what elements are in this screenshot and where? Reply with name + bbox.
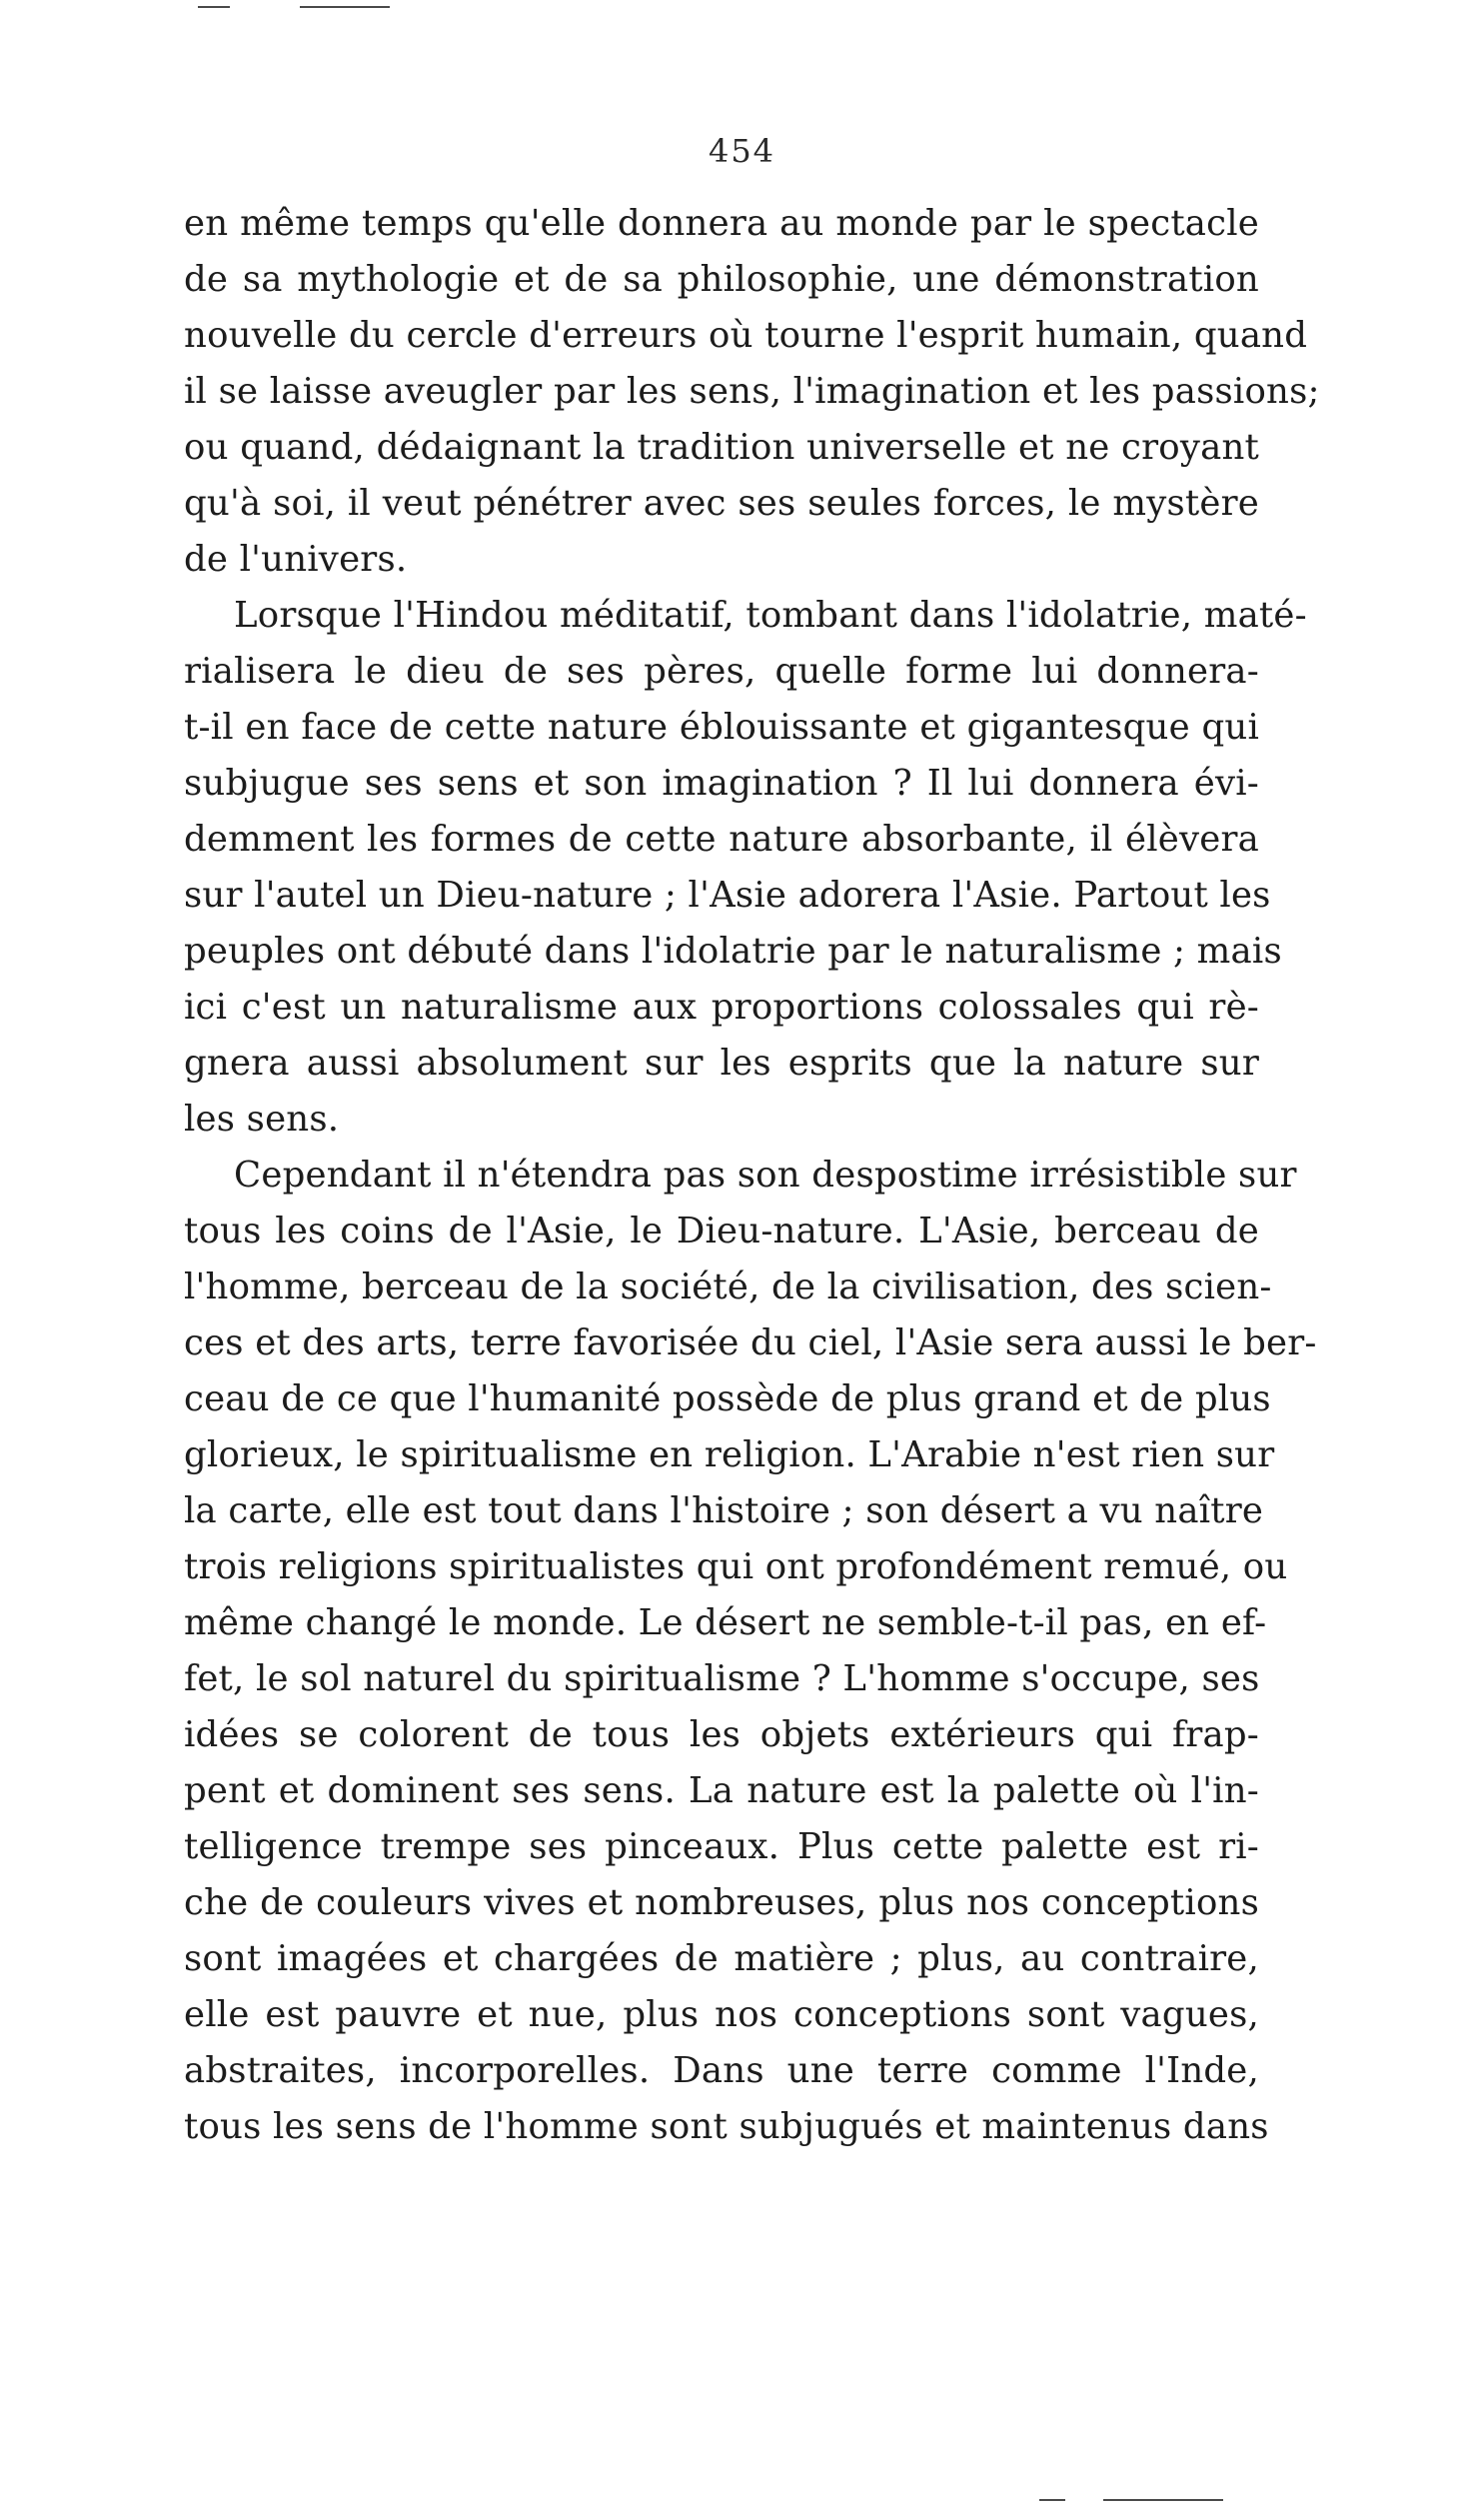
text-line: pent et dominent ses sens. La nature est la palette où l'in- — [184, 1770, 1259, 1811]
paragraph-start: Lorsque l'Hindou méditatif, tombant dans l'idolatrie, maté- — [234, 595, 1307, 636]
top-rule-short — [198, 6, 230, 8]
text-line: même changé le monde. Le désert ne semble-t-il pas, en ef- — [184, 1602, 1267, 1643]
text-line: ici c'est un naturalisme aux proportions colossales qui rè- — [184, 987, 1259, 1028]
body-text — [184, 196, 1320, 2155]
text-line: il se laisse aveugler par les sens, l'imagination et les passions; — [184, 371, 1320, 412]
text-line: ces et des arts, terre favorisée du ciel, l'Asie sera aussi le ber- — [184, 1322, 1317, 1363]
text-line: les sens. — [184, 1099, 340, 1140]
text-line: sont imagées et chargées de matière ; plus, au contraire, — [184, 1938, 1259, 1979]
text-line: ceau de ce que l'humanité possède de plus grand et de plus — [184, 1378, 1271, 1419]
text-line: trois religions spiritualistes qui ont profondément remué, ou — [184, 1546, 1288, 1587]
text-line: de sa mythologie et de sa philosophie, une démonstration — [184, 259, 1259, 300]
text-line: demment les formes de cette nature absorbante, il élèvera — [184, 819, 1259, 860]
text-line: telligence trempe ses pinceaux. Plus cette palette est ri- — [184, 1826, 1259, 1867]
text-line: tous les coins de l'Asie, le Dieu-nature. L'Asie, berceau de — [184, 1211, 1259, 1252]
bottom-rule-long — [1103, 2499, 1223, 2501]
text-line: tous les sens de l'homme sont subjugués et maintenus dans — [184, 2106, 1269, 2147]
paragraph-start: Cependant il n'étendra pas son despostime irrésistible sur — [234, 1155, 1297, 1196]
bottom-rule-short — [1039, 2499, 1065, 2501]
text-line: glorieux, le spiritualisme en religion. L'Arabie n'est rien sur — [184, 1434, 1275, 1475]
text-line: sur l'autel un Dieu-nature ; l'Asie adorera l'Asie. Partout les — [184, 875, 1271, 916]
text-line: che de couleurs vives et nombreuses, plus nos conceptions — [184, 1882, 1259, 1923]
text-line: rialisera le dieu de ses pères, quelle forme lui donnera- — [184, 651, 1259, 692]
text-line: nouvelle du cercle d'erreurs où tourne l'esprit humain, quand — [184, 315, 1308, 356]
text-line: gnera aussi absolument sur les esprits que la nature sur — [184, 1043, 1259, 1084]
text-line: idées se colorent de tous les objets extérieurs qui frap- — [184, 1714, 1259, 1755]
text-line: en même temps qu'elle donnera au monde par le spectacle — [184, 203, 1259, 244]
text-line: subjugue ses sens et son imagination ? Il lui donnera évi- — [184, 763, 1259, 804]
text-line: de l'univers. — [184, 539, 408, 580]
text-line: t-il en face de cette nature éblouissante et gigantesque qui — [184, 707, 1259, 748]
text-line: peuples ont débuté dans l'idolatrie par le naturalisme ; mais — [184, 931, 1282, 972]
text-line: l'homme, berceau de la société, de la civilisation, des scien- — [184, 1266, 1272, 1307]
text-line: la carte, elle est tout dans l'histoire ; son désert a vu naître — [184, 1490, 1264, 1531]
text-line: ou quand, dédaignant la tradition universelle et ne croyant — [184, 427, 1259, 468]
text-line: qu'à soi, il veut pénétrer avec ses seules forces, le mystère — [184, 483, 1259, 524]
text-line: elle est pauvre et nue, plus nos conceptions sont vagues, — [184, 1994, 1259, 2035]
text-line: abstraites, incorporelles. Dans une terre comme l'Inde, — [184, 2050, 1259, 2091]
page-number: 454 — [708, 132, 776, 170]
top-rule-long — [300, 6, 390, 8]
text-line: fet, le sol naturel du spiritualisme ? L'homme s'occupe, ses — [184, 1658, 1260, 1699]
